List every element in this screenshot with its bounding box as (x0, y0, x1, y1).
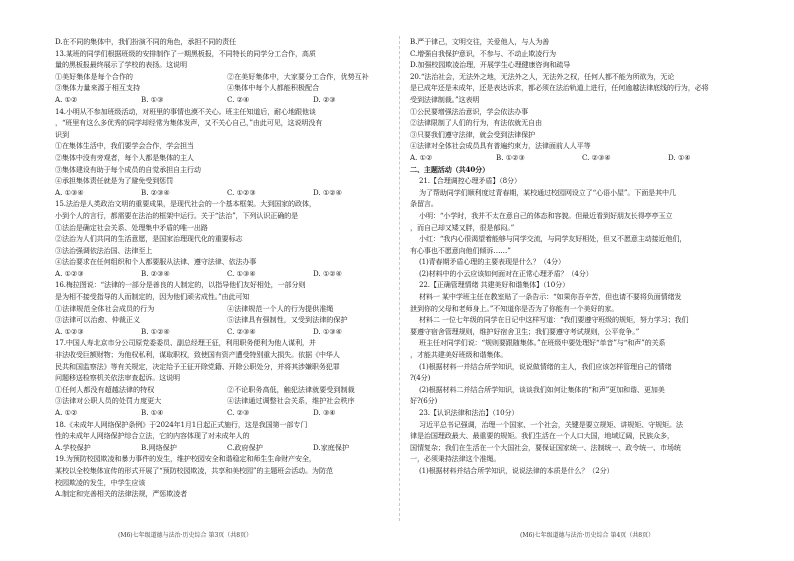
text-line: 为了帮助同学们顺利度过青春期，某校通过校园网设立了“心语小屋”。下面是其中几 (419, 187, 676, 197)
option: ②在美好集体中，大家要分工合作，优势互补 (227, 71, 369, 81)
question-15: 15.法治是人类政治文明的重要成果，是现代社会的一个基本框架。大到国家的政体， (55, 199, 316, 209)
choice: B. ①③ (141, 94, 164, 104)
statement: ④法治要求在任何组织和个人都要服从法律、遵守法律、依法办事 (55, 257, 257, 267)
text-line: 条留言。 (410, 199, 438, 209)
sub-question: (1)青春期矛盾心理的主要表现是什么？（4分） (419, 257, 565, 267)
choice: B. ②③④ (141, 268, 170, 278)
statement: ①公民要增强法治意识，学会依法办事 (410, 106, 529, 116)
text-line: 性的未成年人网络保护综合立法，它的内容体现了对未成年人的 (55, 431, 250, 441)
choice: A. ①③④ (55, 187, 84, 197)
text-line: 小到个人的言行，都需要在法治的框架中运行。关于“法治”，下列认识正确的是 (55, 210, 299, 220)
text-line: 校园欺凌的发生，中学生应该 (55, 477, 146, 487)
option-row (55, 303, 400, 315)
choice: A.制定和完善相关的法律法规，严惩欺凌者 (55, 489, 188, 499)
text-line: 小明：“小学时，我并不太在意自己的体态和容貌。但最近看到好朋友长得亭亭玉立 (419, 210, 673, 220)
question-20: 20.“法治社会，无法外之地，无法外之人，无法外之权，任何人都不能为所欲为，无论 (410, 71, 675, 81)
text-line: 问题移送检察机关依法审查起诉。这说明 (55, 373, 180, 383)
page-footer-right: (M6)七年级道德与法治·历史综合 第4页（共8页） (520, 532, 655, 539)
text-line: 材料二 一位七年级的同学在日记中这样写道：“我们要遵守班级的规矩，努力学习；我们 (419, 315, 689, 325)
option: ④法律通过调整社会关系，维护社会秩序 (227, 396, 355, 406)
choice: A. ①② (55, 408, 78, 417)
choice: C. ②④ (227, 94, 250, 104)
choice: B. ①④ (141, 408, 164, 417)
choice: C. ②③ (227, 408, 250, 417)
question-14: 14.小明从不参加班级活动，对班里的事情也漠不关心。班主任知道后，耐心地跟他谈 (55, 106, 316, 116)
text-line: 有心事也不愿意向他们倾诉……” (410, 245, 511, 255)
text-line: ，才能共建美好班级和谐集体。 (410, 350, 508, 360)
option-row (55, 384, 400, 396)
sub-question: (1)根据材料一并结合所学知识，说说做情绪的主人，我们应该怎样管理自己的情绪 (419, 361, 672, 371)
option-row (55, 82, 400, 94)
statement: ④法律对全体社会成员具有普遍约束力，法律面前人人平等 (410, 141, 591, 151)
choice-row (55, 268, 400, 280)
statement: ③集体建设有助于每个成员的自觉承担自主行动 (55, 164, 201, 174)
option: ③法律对公职人员的处罚力度更大 (55, 396, 162, 406)
column-divider (399, 36, 400, 521)
statement: ④承担集体责任就是为了避免受到惩罚 (55, 176, 174, 186)
text-line: ?(4分) (410, 373, 431, 383)
option: ③集体力量来源于相互支持 (55, 83, 141, 93)
text-line: 民共和国监察法》等有关规定，决定给予王征开除党籍、开除公职处分，并将其涉嫌职务犯罪 (55, 361, 340, 371)
text-line: 某校以全校集体宣传的形式开展了“预防校园欺凌，共享和美校园”的主题班会活动。为防范 (55, 465, 333, 475)
sub-question: (2)根据材料二并结合所学知识，谈谈我们如何让集体的“和声”更加和谐、更加美 (419, 384, 665, 394)
sub-question: (1)根据材料并结合所学知识，说说法律的本质是什么？（2分） (419, 465, 614, 475)
question-16: 16.梅拉图说：“法律的一部分是善良的人制定的，以指导他们友好相处，一部分则 (55, 280, 306, 290)
question-21: 21.【合理调控心理矛盾】（8分） (419, 176, 521, 186)
statement: ③只要我们遵守法律，就会受到法律保护 (410, 129, 535, 139)
text-line: ，“班里有这么多优秀的同学却经常为集体发声，又不关心自己，”由此可见，这说明没有 (55, 118, 323, 128)
option: ②不论职务高低，触犯法律就要受到制裁 (227, 384, 355, 394)
sub-question: (2)材料中的小云应该如何面对在正常心理矛盾？（4分） (419, 268, 593, 278)
left-page (55, 36, 400, 516)
choice: D. ①②④ (313, 268, 343, 278)
statement: ②法治为人们共同的生活意愿，是国家治理现代化的重要标志 (55, 234, 243, 244)
statement: ①法治是确定社会关系、处理集中矛盾的唯一出路 (55, 222, 208, 232)
choice: B.严于律己，文明交往，关爱他人，与人为善 (410, 37, 550, 46)
text-line: 受到法律制裁。”这表明 (410, 94, 480, 104)
text-line: 量的黑板报最终展示了学校的表扬。这说明 (55, 60, 187, 70)
page-footer-left: (M6)七年级道德与法治·历史综合 第3页（共8页） (118, 532, 253, 539)
option: ⑤法律具有强制性，又受到法律的保护 (227, 315, 348, 325)
option: ①美好集体是每个合作的 (55, 71, 134, 81)
text-line: 泄到你的父母和老师身上。”不知道你是否为了你能有一个美好的家。 (410, 303, 619, 313)
choice: A. ①②③ (55, 326, 84, 336)
text-line: 班主任对同学们说：“规则要跟随集体。”在班级中要处理好“单音”与“和声”的关系 (419, 338, 666, 348)
option-row (55, 395, 400, 407)
text-line: 是为相不接受指导的人而制定的，因为他们顽劣成性。”由此可知 (55, 292, 250, 302)
option-row (55, 314, 400, 326)
statement: ②集体中没有旁观者，每个人都是集体的主人 (55, 152, 194, 162)
choice: B. ①②④ (141, 326, 170, 336)
option-row (55, 71, 400, 83)
choice: D. ①②④ (313, 187, 343, 197)
text-line: 好?(6分) (410, 396, 438, 406)
text-line: ，而自己却又矮又胖，很是郁闷。” (410, 222, 515, 232)
question-22: 22.【正确管理情绪 共建美好和谐集体】（10分） (419, 280, 570, 290)
question-18: 18.《未成年人网络保护条例》于2024年1月1日起正式施行，这是我国第一部专门 (55, 419, 308, 429)
right-page (410, 36, 755, 516)
choice: C. ②③④ (582, 152, 611, 162)
choice: B.网络保护 (141, 442, 177, 452)
choice: C. ②③④ (227, 326, 256, 336)
statement: ③法治强调依法治国、法律至上 (55, 245, 153, 255)
question-13: 13.某班的同学们根据班级的安排制作了一期黑板报，不同特长的同学分工合作，高质 (55, 48, 316, 58)
text-line: 习近平总书记强调，治理一个国家、一个社会，关键是要立规矩、讲规矩、守规矩。法 (419, 419, 683, 429)
statement: ②法律限制了人们的行为，有法依就无自由 (410, 118, 542, 128)
option: ③法律可以治愈、仲裁正义 (55, 315, 141, 325)
choice: A. ①② (410, 152, 433, 162)
option: ④法律规范一个人的行为提供准绳 (227, 303, 334, 313)
text-line: 一，必须秉持法律这个准绳。 (410, 454, 501, 464)
choice-row (410, 152, 755, 164)
section-heading: 二、主题活动（共40分） (410, 164, 490, 174)
choice: C. ①③④ (227, 268, 256, 278)
choice: D. ③④ (313, 408, 336, 417)
choice: C.政府保护 (227, 442, 263, 452)
text-line: 国情复杂；我们在生活在一个大国社会，要保证国家统一、法制统一、政令统一、市场统 (410, 442, 681, 452)
choice-row (55, 187, 400, 199)
text-line: 律是治国理政最大、最重要的规矩。我们生活在一个人口大国，地域辽阔，民族众多， (410, 431, 674, 441)
text-line: 材料一 某中学班主任在教室贴了一条告示：“如果你吾辛苦，但也请不要将负面情绪发 (419, 292, 682, 302)
question-23: 23.【认识法律和法治】（10分） (419, 408, 519, 417)
choice-row (55, 326, 400, 338)
text-line: 识到 (55, 129, 69, 139)
text-line: 是已成年还是未成年，还是表达诉求，都必须在法治轨道上进行，任何逾越法律底线的行为，必将 (410, 83, 709, 93)
text-line: 非法收受巨额财物；为他权私利，谋取职权，致使国有资产遭受特别重大损失。依据《中华人 (55, 350, 340, 360)
choice-row (55, 94, 400, 106)
choice-row (55, 442, 400, 454)
option: ①任何人都没有超越法律的特权 (55, 384, 155, 394)
choice: A.学校保护 (55, 442, 91, 452)
choice: D. ①③④ (313, 326, 343, 336)
option: ④集体中每个人都能积极配合 (227, 83, 320, 93)
choice: B. ①②③ (496, 152, 525, 162)
choice: D. ①④ (668, 152, 691, 162)
choice: D.家庭保护 (313, 442, 350, 452)
text-line: 要遵守宿舍管理规则，维护好宿舍卫生；我们要遵守考试规则，公平竞争。” (410, 326, 640, 336)
choice: D. ②③ (313, 94, 336, 104)
choice-row (55, 407, 400, 419)
option: ①法律规范全体社会成员的行为 (55, 303, 155, 313)
choice: B. ②③④ (141, 187, 170, 197)
choice: A. ①②③ (55, 268, 84, 278)
choice: A. ①② (55, 94, 78, 104)
text-line: D.在不同的集体中，我们扮演不同的角色，承担不同的责任 (55, 37, 236, 46)
question-19: 19.为预防校园欺凌和暴力事件的发生，维护校园安全和谐稳定和师生生命财产安全， (55, 454, 316, 464)
choice: D.加强校园欺凌治理，开展学生心理健康咨询和疏导 (410, 60, 571, 70)
choice: C. ①②③ (227, 187, 256, 197)
question-17: 17.中国人寿北京市分公司原党委委员、副总经理王征，利用职务便利为他人谋利，并 (55, 338, 316, 348)
choice: C.增强自我保护意识，不参与、不动止欺凌行为 (410, 48, 557, 58)
text-line: 小红：“我内心很渴望着能够与同学交流，与同学友好相处，但又不愿意主动接近他们， (419, 234, 687, 244)
statement: ①在集体生活中，我们要学会合作，学会担当 (55, 141, 194, 151)
